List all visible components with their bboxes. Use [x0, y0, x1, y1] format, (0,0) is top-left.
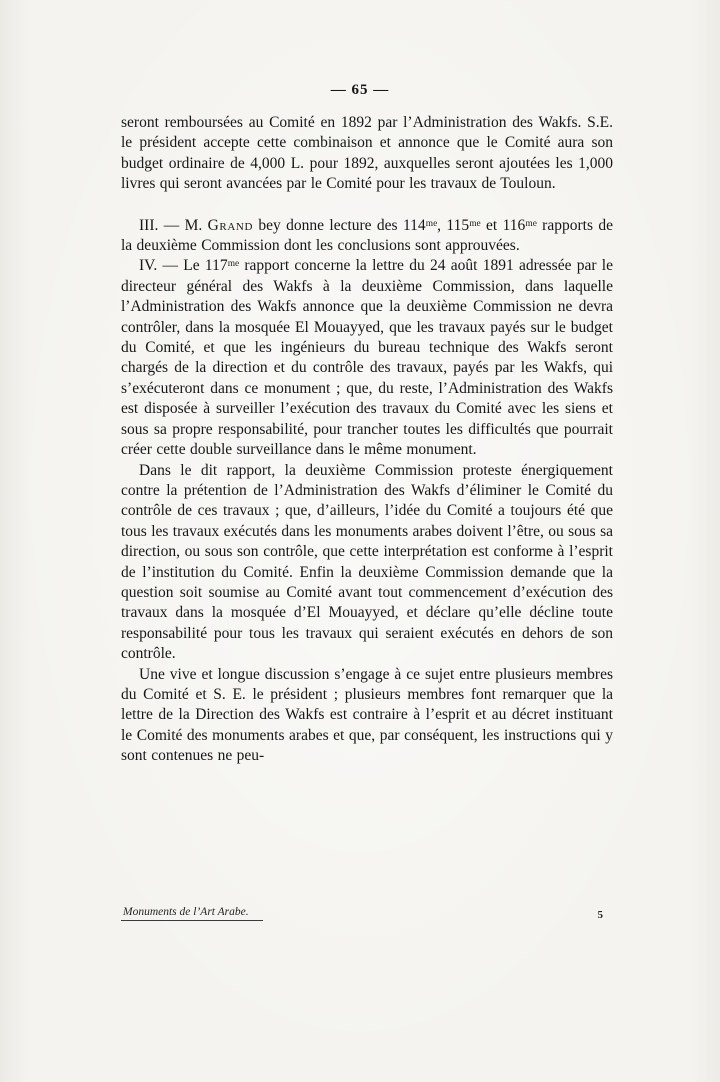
paragraph: Une vive et longue discussion s’engage à ce sujet entre plusieurs membres du Comité et S. E. le président ; plusieurs membres font remarquer que la lettre de la Direction des Wakfs est contraire à l’esprit et au décret instituant le Comité des monuments arabes et que, par conséquent, les instructions qui y sont contenues ne peu-	[121, 665, 613, 765]
person-name: Grand	[207, 216, 254, 234]
page-footer	[121, 906, 613, 921]
page-number: — 65 —	[330, 82, 390, 98]
paragraph: IV. — Le 117ᵐᵉ rapport concerne la lettre du 24 août 1891 adressée par le directeur général des Wakfs à la deuxième Commission, dans laquelle l’Administration des Wakfs annonce que la deuxième Commission ne devra contrôler, dans la mosquée El Mouayyed, que les travaux payés sur le budget du Comité, et que les ingénieurs du bureau technique des Wakfs seront chargés de la direction et du contrôle des travaux, payés par les Wakfs, qui s’exécuteront dans ce monument ; que, du reste, l’Administration des Wakfs est disposée à surveiller l’exécution des travaux du Comité avec les siens et sous sa propre responsabilité, pour trancher toutes les difficultés que pourrait créer cette double surveillance dans le même monument.	[121, 257, 613, 459]
text-block	[121, 113, 613, 767]
paragraph: Dans le dit rapport, la deuxième Commission proteste énergiquement contre la prétention de l’Administration des Wakfs d’éliminer le Comité du contrôle de ces travaux ; que, d’ailleurs, l’idée du Comité a toujours été que tous les travaux exécutés dans les monuments arabes doivent l’être, ou sous sa direction, ou sous son contrôle, que cette interprétation est conforme à l’esprit de l’institution du Comité. Enfin la deuxième Commission demande que la question soit soumise au Comité avant tout commencement d’exécution des travaux dans la mosquée d’El Mouayyed, et déclare qu’elle décline toute responsabilité pour tous les travaux qui seraient exécutés en dehors de son contrôle.	[121, 461, 613, 663]
footer-running-title: Monuments de l’Art Arabe.	[121, 906, 263, 921]
paragraph-text: III. — M.	[139, 216, 208, 234]
paragraph	[121, 216, 613, 257]
paragraph-text: bey donne lecture des 114ᵐᵉ, 115ᵐᵉ et 116ᵐᵉ rapports de la deuxième Commission dont les conclusions sont approuvées.	[121, 216, 613, 255]
signature-mark: 5	[597, 909, 603, 921]
paragraph: seront remboursées au Comité en 1892 par l’Administration des Wakfs. S.E. le président accepte cette combinaison et annonce que le Comité aura son budget ordinaire de 4,000 L. pour 1892, auxquelles seront ajoutées les 1,000 livres qui seront avancées par le Comité pour les travaux de Touloun.	[121, 114, 613, 193]
